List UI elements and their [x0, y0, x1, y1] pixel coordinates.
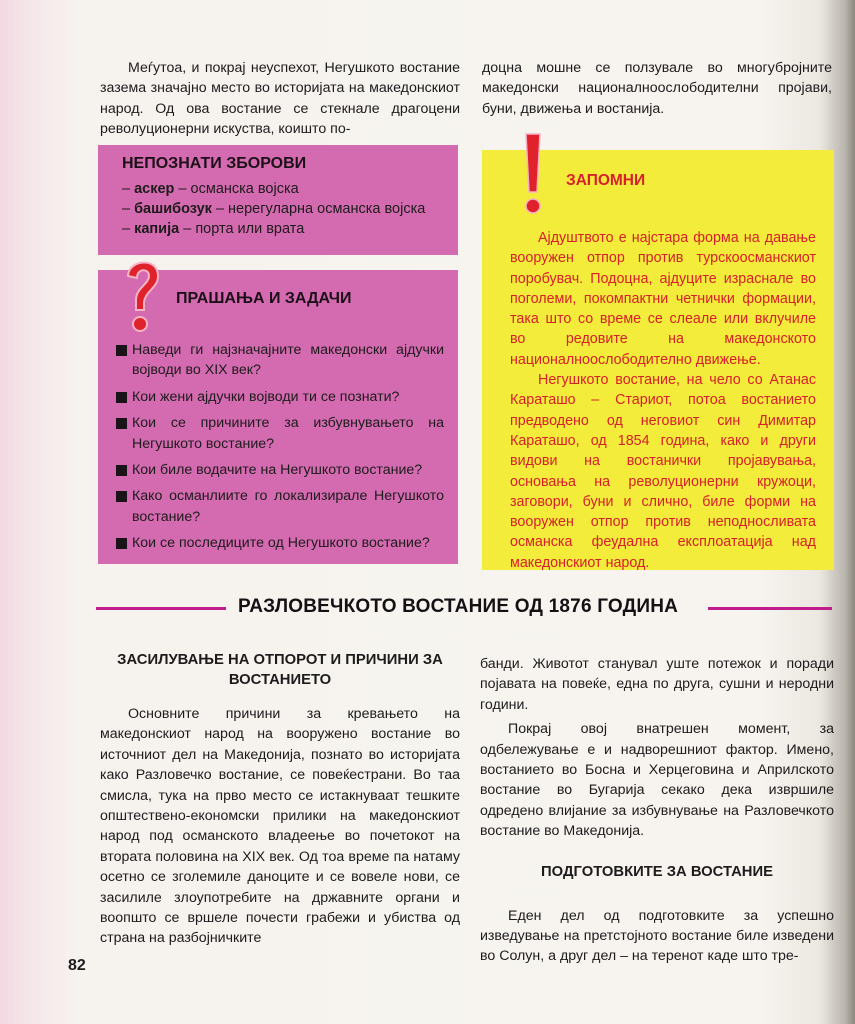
top-right-column	[482, 58, 832, 119]
top-right-paragraph: доцна мошне се ползувале во многубројните македонски националноослободителни пројави, буни, движења и востанија.	[482, 60, 832, 117]
remember-paragraph: Ајдуштвото е најстара форма на давање вооружен отпор против турскоосманскиот поробувач. Подоцна, ајдуците израснале во поголеми, покомпактни четнички формации, така што со време се слеале или вклучиле во редовите на македонското националноослободително движење.	[510, 230, 816, 368]
word-item: – башибозук – нерегуларна османска војска	[122, 201, 426, 217]
unknown-words-title: НЕПОЗНАТИ ЗБОРОВИ	[122, 155, 307, 172]
word-definition: нерегуларна османска војска	[228, 201, 426, 217]
questions-list	[116, 340, 444, 554]
remember-title: ЗАПОМНИ	[566, 172, 646, 189]
unknown-words-list	[122, 179, 434, 239]
question-item: Кои се причините за избувнувањето на Негушкото востание?	[116, 413, 444, 454]
question-item: Како османлиите го локализирале Негушкото востание?	[116, 486, 444, 527]
right-body-paragraph: Еден дел од подготовките за успешно изведување на претстојното востание биле изведени во Солун, а друг дел – на теренот каде што тре-	[480, 907, 834, 965]
section-title: РАЗЛОВЕЧКОТО ВОСТАНИЕ ОД 1876 ГОДИНА	[238, 596, 679, 617]
heading-rule-left	[96, 607, 226, 610]
question-item: Кои се последиците од Негушкото востание?	[116, 533, 444, 553]
question-item: Наведи ги најзначајните македонски ајдучки војводи во XIX век?	[116, 340, 444, 381]
word-item: – аскер – османска војска	[122, 181, 299, 197]
word-item: – капија – порта или врата	[122, 221, 305, 237]
question-mark-icon	[122, 254, 164, 338]
questions-box	[98, 270, 458, 564]
remember-box	[482, 150, 834, 570]
question-item: Кои биле водачите на Негушкото востание?	[116, 460, 444, 480]
top-left-column	[100, 58, 460, 140]
left-body-paragraph: Основните причини за кревањето на македонскиот народ на вооружено востание во источниот дел на Македонија, познато во историјата како Разловечко востание, се повеќестрани. Во таа смисла, тука на прво место се истакнуваат тешките општествено-економски прилики на македонскиот народ под османското владеење во почетокот на втората половина на XIX век. Од тоа време па натаму осетно се зголемиле даноците и се вовеле нови, се засилиле злоупотребите на државните органи и воопшто се вршеле почести грабежи и убиства од страна на разбојничките	[100, 706, 460, 947]
word-term: аскер	[134, 181, 175, 197]
word-term: капија	[134, 221, 180, 237]
question-item: Кои жени ајдучки војводи ти се познати?	[116, 387, 444, 407]
remember-paragraph: Негушкото востание, на чело со Атанас Караташо – Стариот, потоа востанието предводено од неговиот син Димитар Караташо, од 1854 година, како и други видови на востанички пројавувања, основања на револуционерни кружоци, заговори, буни и слично, биле форми на вооружен отпор против неподносливата османска феудална експлоатација над македонскиот народ.	[510, 372, 816, 571]
right-subheading: ПОДГОТОВКИТЕ ЗА ВОСТАНИЕ	[541, 863, 773, 880]
bottom-left-column	[100, 650, 460, 949]
word-definition: порта или врата	[195, 221, 305, 237]
page-number: 82	[68, 957, 86, 974]
questions-title: ПРАШАЊА И ЗАДАЧИ	[176, 290, 352, 307]
left-subheading: ЗАСИЛУВАЊЕ НА ОТПОРОТ И ПРИЧИНИ ЗА ВОСТАНИЕТО	[117, 652, 443, 688]
right-body-paragraph: банди. Животот станувал уште потежок и поради појавата на повеќе, една по друга, сушни и неродни години.	[480, 656, 834, 713]
word-term: башибозук	[134, 201, 212, 217]
unknown-words-box	[98, 145, 458, 255]
bottom-right-column	[480, 654, 834, 967]
heading-rule-right	[708, 607, 832, 610]
word-definition: османска војска	[190, 181, 299, 197]
right-body-paragraph: Покрај овој внатрешен момент, за одбележување е и надворешниот фактор. Имено, востанието во Босна и Херцеговина и Априлското востание во Бугарија секако дека извршиле одредено влијание за избувнување на Разловечкото востание во Македонија.	[480, 721, 834, 840]
remember-text	[510, 228, 816, 573]
top-left-paragraph: Меѓутоа, и покрај неуспехот, Негушкото востание зазема значајно место во историјата на македонскиот народ. Од ова востание се стекнале драгоцени револуционерни искуства, коишто по-	[100, 60, 460, 138]
exclamation-mark-icon	[522, 130, 544, 222]
